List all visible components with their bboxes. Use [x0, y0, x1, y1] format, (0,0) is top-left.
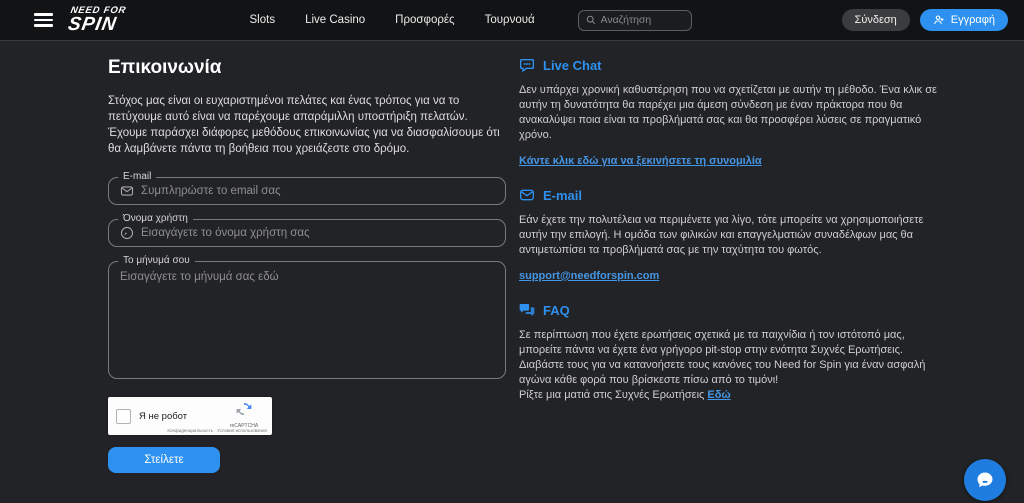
user-icon	[120, 226, 134, 240]
recaptcha-swirl-icon	[236, 401, 252, 417]
main-nav	[250, 14, 535, 26]
envelope-icon	[519, 187, 535, 203]
recaptcha-terms[interactable]: Конфиденциальность · Условия использования	[167, 428, 267, 433]
logo-line-1: NEED FOR	[69, 5, 128, 17]
message-input[interactable]	[120, 270, 494, 370]
username-input[interactable]	[141, 227, 494, 239]
email-body: Εάν έχετε την πολυτέλεια να περιμένετε για λίγο, τότε μπορείτε να χρησιμοποιήσετε αυτήν την επιλογή. Η ομάδα των φιλικών και επαγγελματιών συναδέλφων μας θα αντιμετωπίσει τα προβλήματά σας με την ταχύτητα του φωτός.	[519, 214, 924, 256]
signup-button[interactable]	[920, 9, 1008, 31]
hamburger-menu-icon[interactable]	[34, 13, 53, 27]
envelope-icon	[120, 184, 134, 198]
message-field[interactable]	[108, 255, 506, 379]
top-navigation-bar	[0, 0, 1024, 41]
username-field-label: Όνομα χρήστη	[118, 213, 193, 225]
signup-label: Εγγραφή	[950, 14, 995, 26]
email-header	[519, 187, 939, 203]
contact-methods-column	[519, 57, 939, 473]
intro-text: Στόχος μας είναι οι ευχαριστημένοι πελάτες και ένας τρόπος για να το πετύχουμε αυτό είναι να παρέχουμε απαράμιλλη υποστήριξη πελατών. Έχουμε παράσχει διάφορες μεθόδους επικοινωνίας για να διασφαλίσουμε ότι θα λαμβάνετε πάντα τη βοήθεια που χρειάζεστε στο δρόμο.	[108, 95, 500, 155]
live-chat-section	[519, 57, 939, 169]
recaptcha-logo	[224, 401, 264, 429]
nav-item-promotions[interactable]: Προσφορές	[395, 14, 455, 26]
start-chat-link[interactable]: Κάντε κλικ εδώ για να ξεκινήσετε τη συνομιλία	[519, 155, 762, 167]
email-section	[519, 187, 939, 284]
email-field[interactable]	[108, 171, 506, 205]
page-title: Επικοινωνία	[108, 57, 222, 78]
search-input[interactable]	[601, 14, 681, 26]
recaptcha-widget	[108, 397, 272, 435]
faq-body: Σε περίπτωση που έχετε ερωτήσεις σχετικά με τα παιχνίδια ή τον ιστότοπό μας, μπορείτε πάντα να έχετε ένα γρήγορο pit-stop στην ενότητα Συχνές Ερωτήσεις. Διαβάστε τους για να κατανοήσετε τους κανόνες του Need for Spin για έναν ασφαλή αγώνα κάθε φορά που βρίσκεστε πίσω από το τιμόνι!	[519, 329, 926, 386]
contact-form-column	[108, 57, 506, 473]
message-field-label: Το μήνυμά σου	[118, 255, 195, 267]
logo-line-2: SPIN	[66, 13, 119, 35]
login-button[interactable]: Σύνδεση	[842, 9, 910, 31]
person-add-icon	[933, 14, 945, 26]
support-email-link[interactable]: support@needforspin.com	[519, 270, 660, 282]
nav-item-live-casino[interactable]: Live Casino	[305, 14, 366, 26]
recaptcha-brand: reCAPTCHA	[229, 423, 259, 429]
search-icon	[586, 15, 596, 25]
faq-link-line	[519, 388, 939, 403]
live-chat-title: Live Chat	[543, 57, 602, 73]
recaptcha-checkbox[interactable]	[116, 409, 131, 424]
chat-widget-button[interactable]	[964, 459, 1006, 501]
faq-title: FAQ	[543, 302, 570, 318]
live-chat-header	[519, 57, 939, 73]
username-field[interactable]	[108, 213, 506, 247]
email-input[interactable]	[141, 185, 494, 197]
faq-header	[519, 302, 939, 318]
email-field-label: E-mail	[118, 171, 156, 183]
chat-bubble-icon	[519, 57, 535, 73]
live-chat-body: Δεν υπάρχει χρονική καθυστέρηση που να σχετίζεται με αυτήν τη μέθοδο. Ένα κλικ σε αυτήν τη δυνατότητα θα παρέχει μια άμεση σύνδεση με έναν πράκτορα που θα ανακαλύψει ποια είναι τα προβλήματά σας και θα προσφέρει λύσεις σε πραγματικό χρόνο.	[519, 84, 937, 141]
nav-item-slots[interactable]: Slots	[249, 14, 276, 26]
faq-link-prefix: Ρίξτε μια ματιά στις Συχνές Ερωτήσεις	[519, 389, 705, 401]
submit-button[interactable]: Στείλετε	[108, 447, 220, 473]
email-title: E-mail	[543, 187, 583, 203]
faq-link[interactable]: Εδώ	[707, 389, 731, 401]
faq-section	[519, 302, 939, 403]
site-logo[interactable]	[67, 6, 127, 34]
contact-page	[0, 41, 1024, 473]
search-box[interactable]	[578, 10, 692, 31]
forum-icon	[519, 302, 535, 318]
nav-item-tournaments[interactable]: Τουρνουά	[484, 14, 535, 26]
recaptcha-label: Я не робот	[139, 410, 188, 422]
chat-widget-icon	[975, 470, 995, 490]
